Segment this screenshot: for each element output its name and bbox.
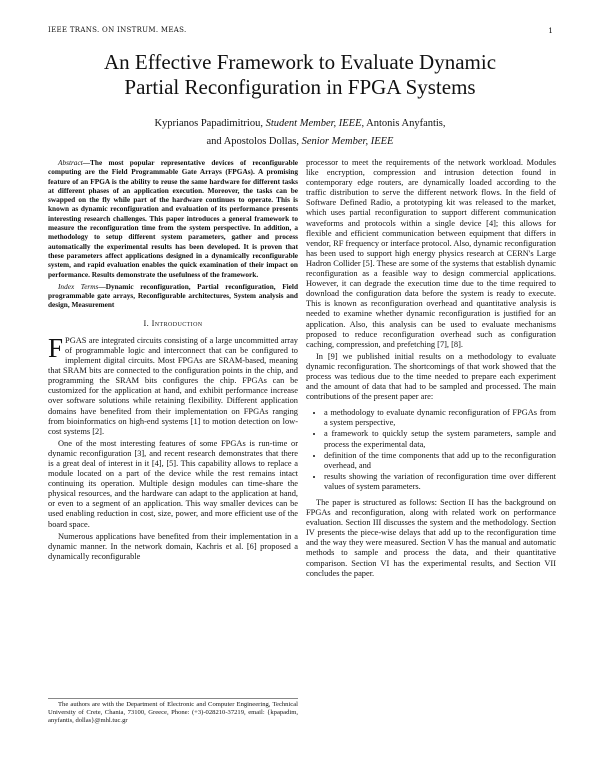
section-heading-introduction: I. Introduction: [143, 318, 203, 328]
page-number: 1: [548, 26, 553, 35]
index-terms-text: —Dynamic reconfiguration, Partial reconfiguration, Field programmable gate arrays, Reconfigurable architectures, System analysis and design, Measurement: [48, 281, 298, 310]
title-line-1: An Effective Framework to Evaluate Dynamic: [103, 50, 497, 74]
intro-paragraph-1: [48, 332, 298, 437]
contributions-list: [306, 408, 556, 492]
list-item: • results showing the variation of reconfiguration time over different values of system parameters.: [324, 472, 556, 492]
author-line-1: [0, 115, 600, 133]
intro-paragraph-1-text: are integrated circuits consisting of a large uncommitted array of programmable logic and interconnect that can be configured to implement digital circuits. Most FPGAs are SRAM-based, meaning that SRAM bits are connected to the configuration points in the chip, and programming the SRAM bits configures the chip. FPGAs can be customized for the application at hand, and exhibit performance increase over software solutions while retaining flexibility. Different application domains have benefited from their implementation on FPGAs ranging from bioinformatics on high-end systems [1] to motion detection on low-cost systems [2].: [48, 335, 298, 436]
author-block: [0, 115, 600, 151]
title-line-2: Partial Reconfiguration in FPGA Systems: [124, 75, 476, 99]
right-column: [306, 158, 556, 579]
intro-paragraph-2: One of the most interesting features of some FPGAs is run-time or dynamic reconfiguration [3], and recent research demonstrates that there is a great deal of interest in it [4], [5]. This capability allows to replace a module located on a part of the device while the rest remains intact continuing its operation. Multiple design modules can time-share the physical resources, and the hardware can adapt to the application at hand, or even to a segment of an application. This way smaller devices can be used enabling reduction in cost, size, power, and more efficient use of the board space.: [48, 438, 298, 529]
author-name: , Antonis Anyfantis,: [361, 118, 446, 129]
abstract-label: Abstract: [58, 158, 83, 167]
left-column: [48, 158, 298, 562]
right-paragraph-2: In [9] we published initial results on a methodology to evaluate dynamic reconfiguration. The shortcomings of that work showed that the process was tedious due to the time needed to prepare each experiment and the amount of data that had to be sampled and processed. The main contributions of the present paper are:: [306, 351, 556, 402]
running-head: IEEE TRANS. ON INSTRUM. MEAS.: [48, 26, 187, 34]
author-name: and Apostolos Dollas,: [206, 136, 299, 147]
author-footnote: [48, 698, 298, 726]
list-item: • a methodology to evaluate dynamic reconfiguration of FPGAs from a system perspective,: [324, 408, 556, 428]
abstract: [48, 158, 298, 279]
author-name: Kyprianos Papadimitriou,: [154, 118, 263, 129]
author-role: Senior Member, IEEE: [301, 136, 394, 147]
index-terms: [48, 282, 298, 310]
list-item: • definition of the time components that add up to the reconfiguration overhead, and: [324, 451, 556, 471]
right-paragraph-3: The paper is structured as follows: Section II has the background on FPGAs and reconfiguration, along with related work on performance evaluation. Section III discusses the system and the methodology. Section IV presents the piece-wise delays that add up to the reconfiguration time and the way they were measured. Section V has the manual and automatic methods to sample and process the data, and their quantitative comparison. Section VI has the experimental results, and Section VII concludes the paper.: [306, 498, 556, 578]
paper-title: [0, 50, 600, 100]
abstract-text: —The most popular representative devices of reconfigurable computing are the Field Programmable Gate Arrays (FPGAs). A promising feature of an FPGA is the ability to reuse the same hardware for different tasks at different phases of an application execution. Moreover, the tasks can be swapped on the fly while part of the hardware continues to operate. This is known as dynamic reconfiguration and evaluation of its performance presents interesting research challenges. This paper introduces a general framework to measure the reconfiguration time from the system perspective. In addition, a methodology to setup different system parameters, gather and process automatically the experimental results has been developed. It is proven that these parameters affect applications designed in a dynamically reconfigurable system, and rapid evaluation enables the quick examination of their impact on performance. Results demonstrate the usefulness of the framework.: [48, 158, 298, 279]
intro-paragraph-3: Numerous applications have benefited from their implementation in a dynamic manner. In the network domain, Kachris et al. [6] proposed a dynamically reconfigurable: [48, 531, 298, 561]
drop-cap: F: [48, 332, 64, 363]
list-item: • a framework to quickly setup the system parameters, sample and process the experimental data,: [324, 429, 556, 449]
index-terms-label: Index Terms: [58, 281, 99, 291]
right-paragraph-1: processor to meet the requirements of the network workload. Modules like encryption, compression and intrusion detection found in contemporary edge routers, are dynamically loaded according to the traffic distribution to serve the different network flows. In the field of Software Defined Radio, a prototyping kit was released to the market, which uses partial reconfiguration to support different communication waveforms and protocols within a single device [4]; this allows for flexible and efficient communication between equipment that differs in vendor, RF frequency or interface protocol. Also, dynamic reconfiguration has been used to support high energy physics research at CERN's Large Hadron Collider [5]. These are some of the systems that establish dynamic reconfiguration as a feasible way to design commercial applications. However, it can degrade the execution time due to the time required to download the configuration data before the system is ready to execute. This is known as reconfiguration overhead and quantitative analysis is needed to examine whether dynamic reconfiguration is justified for an application. Also, this analysis can be used to evaluate mechanisms proposed to reduce reconfiguration overhead such as configuration caching, compression, and prefetching [7], [8].: [306, 158, 556, 349]
author-role: Student Member, IEEE: [265, 118, 362, 129]
intro-first-word: PGAS: [65, 335, 87, 345]
footnote-text: The authors are with the Department of Electronic and Computer Engineering, Technical University of Crete, Chania, 73100, Greece, Phone: (+3)-028210-37219, email: {kpapadim, anyfantis, dollas}@mhl.tuc.gr: [48, 701, 298, 725]
author-line-2: [0, 133, 600, 151]
